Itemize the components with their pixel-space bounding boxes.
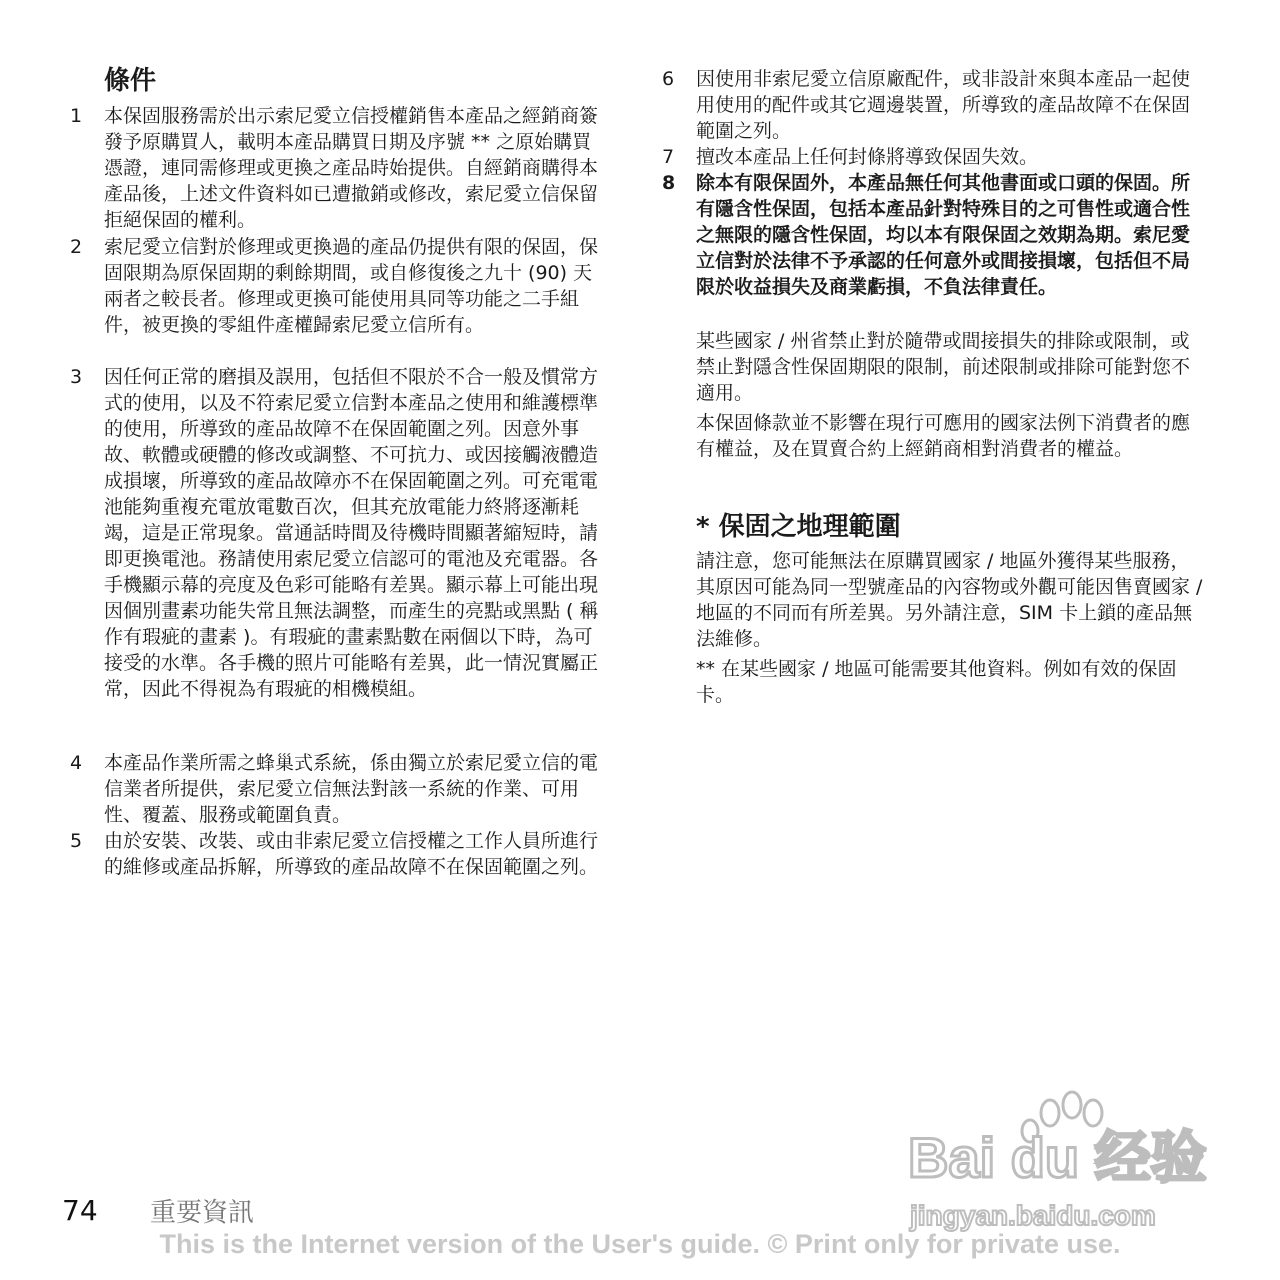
watermark-brand: Bai du 经验 [908, 1126, 1207, 1189]
condition-item-3 [70, 364, 610, 702]
condition-item-4 [70, 750, 610, 828]
item-text: 本保固服務需於出示索尼愛立信授權銷售本產品之經銷商簽發予原購買人，載明本產品購買日期及序號 ** 之原始購買憑證，連同需修理或更換之產品時始提供。自經銷商購得本產品後，上述文件資料如已遭撤銷或修改，索尼愛立信保留拒絕保固的權利。 [104, 105, 599, 231]
item-number: 7 [662, 146, 675, 168]
limitation-paragraph: 某些國家 / 州省禁止對於隨帶或間接損失的排除或限制，或禁止對隱含性保固期限的限制，前述限制或排除可能對您不適用。 [696, 330, 1191, 404]
item-number: 4 [70, 752, 83, 774]
item-number: 3 [70, 366, 83, 388]
item-text: 因使用非索尼愛立信原廠配件，或非設計來與本產品一起使用使用的配件或其它週邊裝置，所導致的產品故障不在保固範圍之列。 [696, 68, 1191, 142]
condition-item-6 [662, 66, 1207, 144]
section-heading-geographic-scope: * 保固之地理範圍 [696, 512, 901, 542]
section-heading-conditions: 條件 [104, 66, 157, 96]
geographic-scope-paragraph: 請注意，您可能無法在原購買國家 / 地區外獲得某些服務，其原因可能為同一型號產品的內容物或外觀可能因售賣國家 / 地區的不同而有所差異。另外請注意，SIM 卡上鎖的產品無法維修。 [696, 550, 1203, 650]
item-text: 由於安裝、改裝、或由非索尼愛立信授權之工作人員所進行的維修或產品拆解，所導致的產品故障不在保固範圍之列。 [104, 830, 599, 878]
item-number: 2 [70, 236, 83, 258]
condition-item-7 [662, 144, 1207, 170]
item-text: 擅改本產品上任何封條將導致保固失效。 [696, 146, 1039, 168]
item-number: 6 [662, 68, 675, 90]
item-text: 索尼愛立信對於修理或更換過的產品仍提供有限的保固，保固限期為原保固期的剩餘期間，或自修復後之九十 (90) 天兩者之較長者。修理或更換可能使用具同等功能之二手組件，被更換的零組件產權歸索尼愛立信所有。 [104, 236, 599, 336]
item-text: 本產品作業所需之蜂巢式系統，係由獨立於索尼愛立信的電信業者所提供，索尼愛立信無法對該一系統的作業、可用性、覆蓋、服務或範圍負責。 [104, 752, 599, 826]
condition-item-5 [70, 828, 610, 880]
baidu-watermark-logo [900, 1085, 1210, 1235]
condition-item-1 [70, 103, 610, 233]
paw-toe-2 [1063, 1092, 1081, 1118]
item-number: 8 [662, 172, 676, 194]
paw-toe-3 [1084, 1100, 1102, 1126]
consumer-rights-paragraph: 本保固條款並不影響在現行可應用的國家法例下消費者的應有權益，及在買賣合約上經銷商相對消費者的權益。 [696, 412, 1191, 460]
page-number: 74 [62, 1194, 98, 1227]
item-text: 因任何正常的磨損及誤用，包括但不限於不合一般及慣常方式的使用，以及不符索尼愛立信對本產品之使用和維護標準的使用，所導致的產品故障不在保固範圍之列。因意外事故、軟體或硬體的修改或調整、不可抗力、或因接觸液體造成損壞，所導致的產品故障亦不在保固範圍之列。可充電電池能夠重複充電放電數百次，但其充放電能力終將逐漸耗竭，這是正常現象。當通話時間及待機時間顯著縮短時，請即更換電池。務請使用索尼愛立信認可的電池及充電器。各手機顯示幕的亮度及色彩可能略有差異。顯示幕上可能出現因個別畫素功能失常且無法調整，而產生的亮點或黑點 ( 稱作有瑕疵的畫素 )。有瑕疵的畫素點數在兩個以下時，為可接受的水準。各手機的照片可能略有差異，此一情況實屬正常，因此不得視為有瑕疵的相機模組。 [104, 366, 599, 700]
footer-section-title: 重要資訊 [150, 1198, 255, 1228]
item-number: 1 [70, 105, 83, 127]
item-text: 除本有限保固外，本產品無任何其他書面或口頭的保固。所有隱含性保固，包括本產品針對特殊目的之可售性或適合性之無限的隱含性保固，均以本有限保固之效期為期。索尼愛立信對於法律不予承認的任何意外或間接損壞，包括但不局限於收益損失及商業虧損，不負法律責任。 [696, 172, 1191, 298]
footnote-paragraph: ** 在某些國家 / 地區可能需要其他資料。例如有效的保固卡。 [696, 658, 1177, 706]
condition-item-8 [662, 170, 1207, 300]
internet-version-notice: This is the Internet version of the User's guide. © Print only for private use. [159, 1229, 1121, 1259]
watermark-url: jingyan.baidu.com [910, 1200, 1156, 1231]
item-number: 5 [70, 830, 83, 852]
condition-item-2 [70, 234, 610, 338]
paw-toe-1 [1041, 1100, 1059, 1126]
